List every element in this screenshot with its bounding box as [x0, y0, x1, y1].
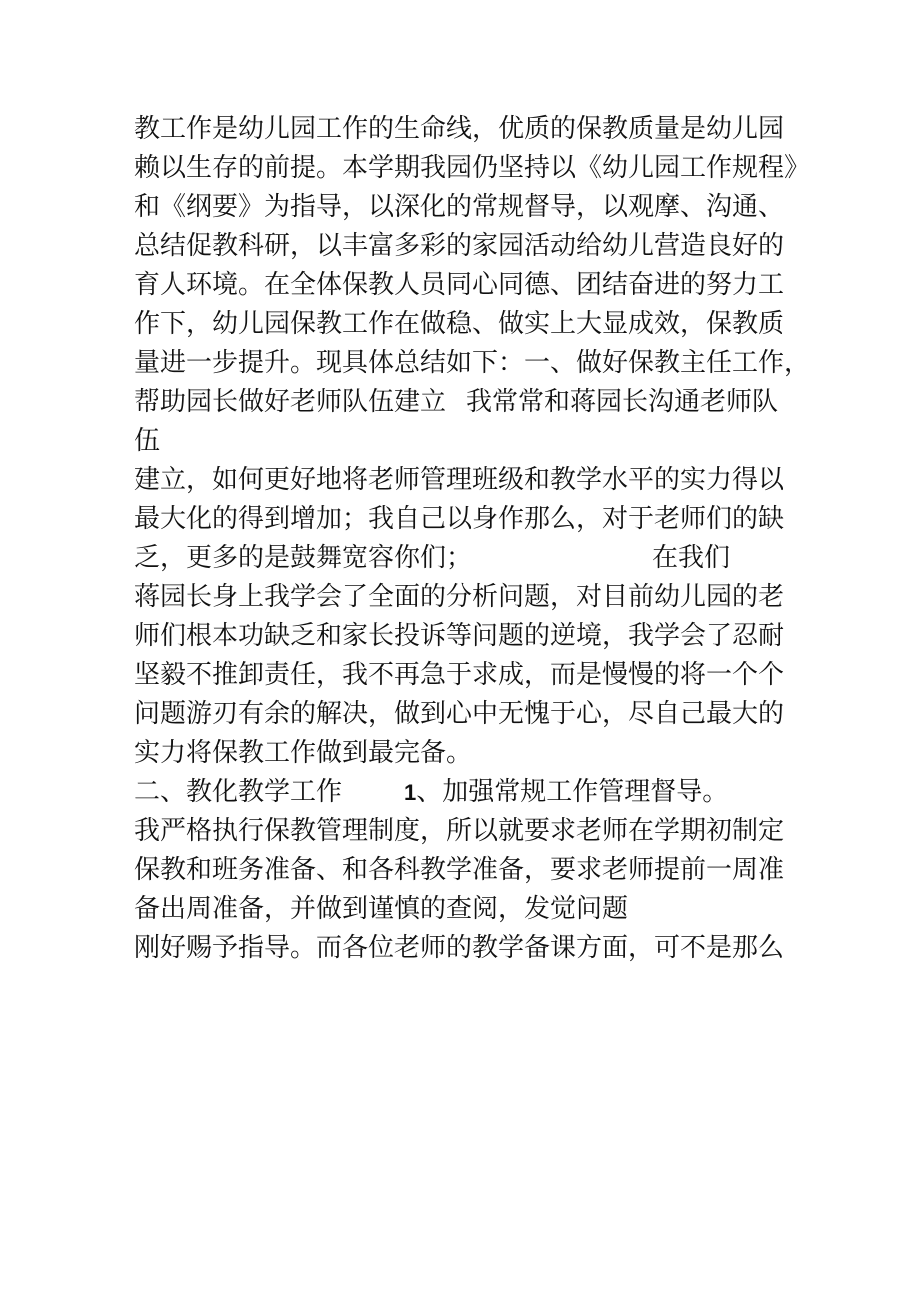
text-line: 教工作是幼儿园工作的生命线，优质的保教质量是幼儿园 — [134, 114, 785, 144]
text-line: 赖以生存的前提。本学期我园仍坚持以《幼儿园工作规程》 — [134, 153, 811, 183]
text-line — [134, 383, 814, 422]
text-segment: 在我们 — [652, 543, 731, 573]
text-line: 我严格执行保教管理制度，所以就要求老师在学期初制定 — [134, 816, 785, 846]
text-segment: 二、教化教学工作 — [134, 777, 343, 807]
text-segment: 、加强常规工作管理督导。 — [416, 777, 729, 807]
text-line: 建立，如何更好地将老师管理班级和教学水平的实力得以 — [134, 465, 785, 495]
text-segment: 我常常和蒋园长沟通老师队 — [466, 387, 779, 417]
text-line: 量进一步提升。现具体总结如下：一、做好保教主任工作， — [134, 348, 811, 378]
text-line: 备出周准备，并做到谨慎的查阅，发觉问题 — [134, 894, 629, 924]
text-line: 最大化的得到增加；我自己以身作那么，对于老师们的缺 — [134, 504, 785, 534]
text-line — [134, 773, 814, 812]
text-line: 伍 — [134, 426, 161, 456]
text-line: 保教和班务准备、和各科教学准备，要求老师提前一周准 — [134, 855, 785, 885]
text-line: 育人环境。在全体保教人员同心同德、团结奋进的努力工 — [134, 270, 785, 300]
text-line: 作下，幼儿园保教工作在做稳、做实上大显成效，保教质 — [134, 309, 785, 339]
text-line: 和《纲要》为指导，以深化的常规督导，以观摩、沟通、 — [134, 192, 785, 222]
text-segment: 乏，更多的是鼓舞宽容你们； — [134, 543, 473, 573]
document-body — [134, 110, 814, 968]
text-line — [134, 539, 814, 578]
text-line: 刚好赐予指导。而各位老师的教学备课方面，可不是那么 — [134, 933, 785, 963]
list-number: 1 — [404, 780, 417, 805]
text-line: 师们根本功缺乏和家长投诉等问题的逆境，我学会了忍耐 — [134, 621, 785, 651]
text-line: 坚毅不推卸责任，我不再急于求成，而是慢慢的将一个个 — [134, 660, 785, 690]
text-line: 实力将保教工作做到最完备。 — [134, 738, 473, 768]
text-line: 问题游刃有余的解决，做到心中无愧于心，尽自己最大的 — [134, 699, 785, 729]
text-line: 总结促教科研，以丰富多彩的家园活动给幼儿营造良好的 — [134, 231, 785, 261]
text-segment: 帮助园长做好老师队伍建立 — [134, 387, 447, 417]
text-line: 蒋园长身上我学会了全面的分析问题，对目前幼儿园的老 — [134, 582, 785, 612]
